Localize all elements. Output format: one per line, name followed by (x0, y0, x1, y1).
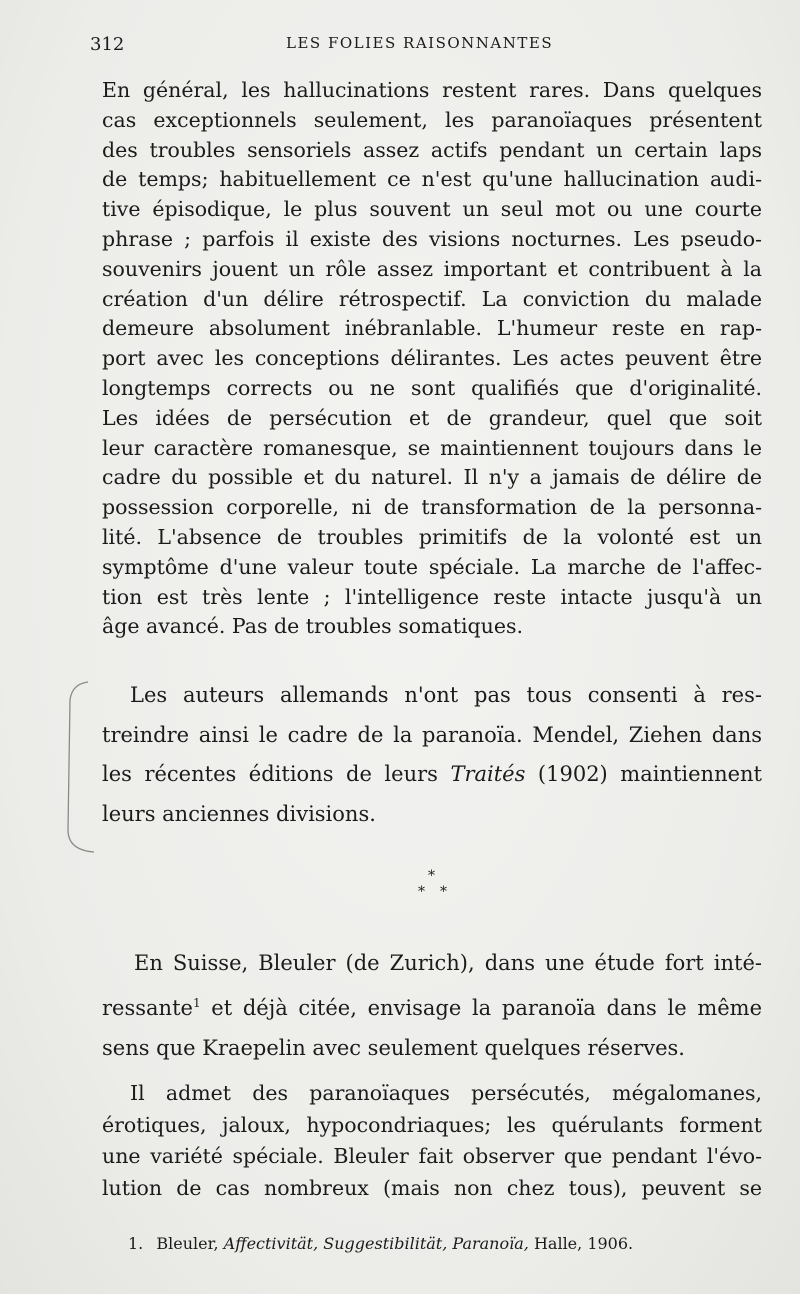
text-line (102, 983, 762, 1028)
text-line: En général, les hallucinations restent rares. Dans quelques (102, 78, 762, 102)
running-head (90, 32, 770, 58)
footnote-author: Bleuler, (156, 1234, 219, 1253)
text-line: En Suisse, Bleuler (de Zurich), dans une étude fort inté- (134, 951, 762, 975)
footnote-place-year: Halle, 1906. (533, 1234, 634, 1253)
running-title: LES FOLIES RAISONNANTES (286, 34, 554, 52)
paragraph-hallucinations (102, 76, 762, 642)
text-line: Il admet des paranoïaques persécutés, mégalomanes, (130, 1081, 762, 1105)
text-line: lité. L'absence de troubles primitifs de la volonté est un (102, 524, 762, 549)
text-line: lution de cas nombreux (mais non chez tous), peuvent se (102, 1175, 762, 1200)
text-line: de temps; habituellement ce n'est qu'une hallucination audi- (102, 167, 762, 192)
text-line: leur caractère romanesque, se maintiennent toujours dans le (102, 435, 762, 460)
text-segment: les récentes éditions de leurs (102, 762, 451, 786)
text-line: symptôme d'une valeur toute spéciale. La marche de l'affec- (102, 554, 762, 579)
text-line: Les idées de persécution et de grandeur, quel que soit (102, 405, 762, 430)
text-line: une variété spéciale. Bleuler fait observer que pendant l'évo- (102, 1144, 762, 1168)
text-line: tion est très lente ; l'intelligence reste intacte jusqu'à un (102, 584, 762, 609)
paragraph-german-authors (102, 676, 762, 834)
asterisk: * (418, 884, 425, 900)
asterism-divider (400, 868, 470, 908)
text-line: port avec les conceptions délirantes. Les actes peuvent être (102, 346, 762, 371)
text-line: âge avancé. Pas de troubles somatiques. (102, 614, 524, 639)
text-line: demeure absolument inébranlable. L'humeur reste en rap- (102, 316, 762, 341)
text-line: cas exceptionnels seulement, les paranoïaques présentent (102, 107, 762, 132)
text-segment: et déjà citée, envisage la paranoïa dans le même (200, 996, 762, 1020)
text-line: tive épisodique, le plus souvent un seul mot ou une courte (102, 197, 762, 222)
page-number: 312 (90, 34, 125, 55)
text-line: Les auteurs allemands n'ont pas tous consenti à res- (130, 683, 762, 707)
text-segment: ressante (102, 996, 193, 1020)
asterisk: * (440, 884, 447, 900)
asterisk: * (428, 868, 435, 884)
text-line: longtemps corrects ou ne sont qualifiés que d'originalité. (102, 375, 762, 400)
text-line: cadre du possible et du naturel. Il n'y a jamais de délire de (102, 465, 762, 490)
footnote-reference: 1 (192, 996, 201, 1010)
footnote (128, 1234, 748, 1253)
text-line: érotiques, jaloux, hypocondriaques; les quérulants forment (102, 1112, 762, 1137)
text-line: souvenirs jouent un rôle assez important et contribuent à la (102, 256, 762, 281)
text-line: possession corporelle, ni de transformation de la personna- (102, 495, 762, 520)
margin-bracket-mark (64, 680, 94, 856)
text-line (102, 755, 762, 795)
footnote-title: Affectivität, Suggestibilität, Paranoïa, (223, 1234, 529, 1253)
text-line: phrase ; parfois il existe des visions nocturnes. Les pseudo- (102, 226, 762, 251)
text-line: des troubles sensoriels assez actifs pendant un certain laps (102, 137, 762, 162)
text-line: création d'un délire rétrospectif. La conviction du malade (102, 286, 762, 311)
italic-title: Traités (450, 762, 526, 786)
paragraph-bleuler-switzerland (102, 943, 762, 1068)
text-line: leurs anciennes divisions. (102, 801, 376, 826)
text-line: sens que Kraepelin avec seulement quelques réserves. (102, 1036, 685, 1060)
paragraph-bleuler-admits (102, 1078, 762, 1204)
text-segment: (1902) maintiennent (525, 762, 762, 786)
text-line: treindre ainsi le cadre de la paranoïa. Mendel, Ziehen dans (102, 722, 762, 747)
footnote-number: 1. (128, 1234, 144, 1253)
